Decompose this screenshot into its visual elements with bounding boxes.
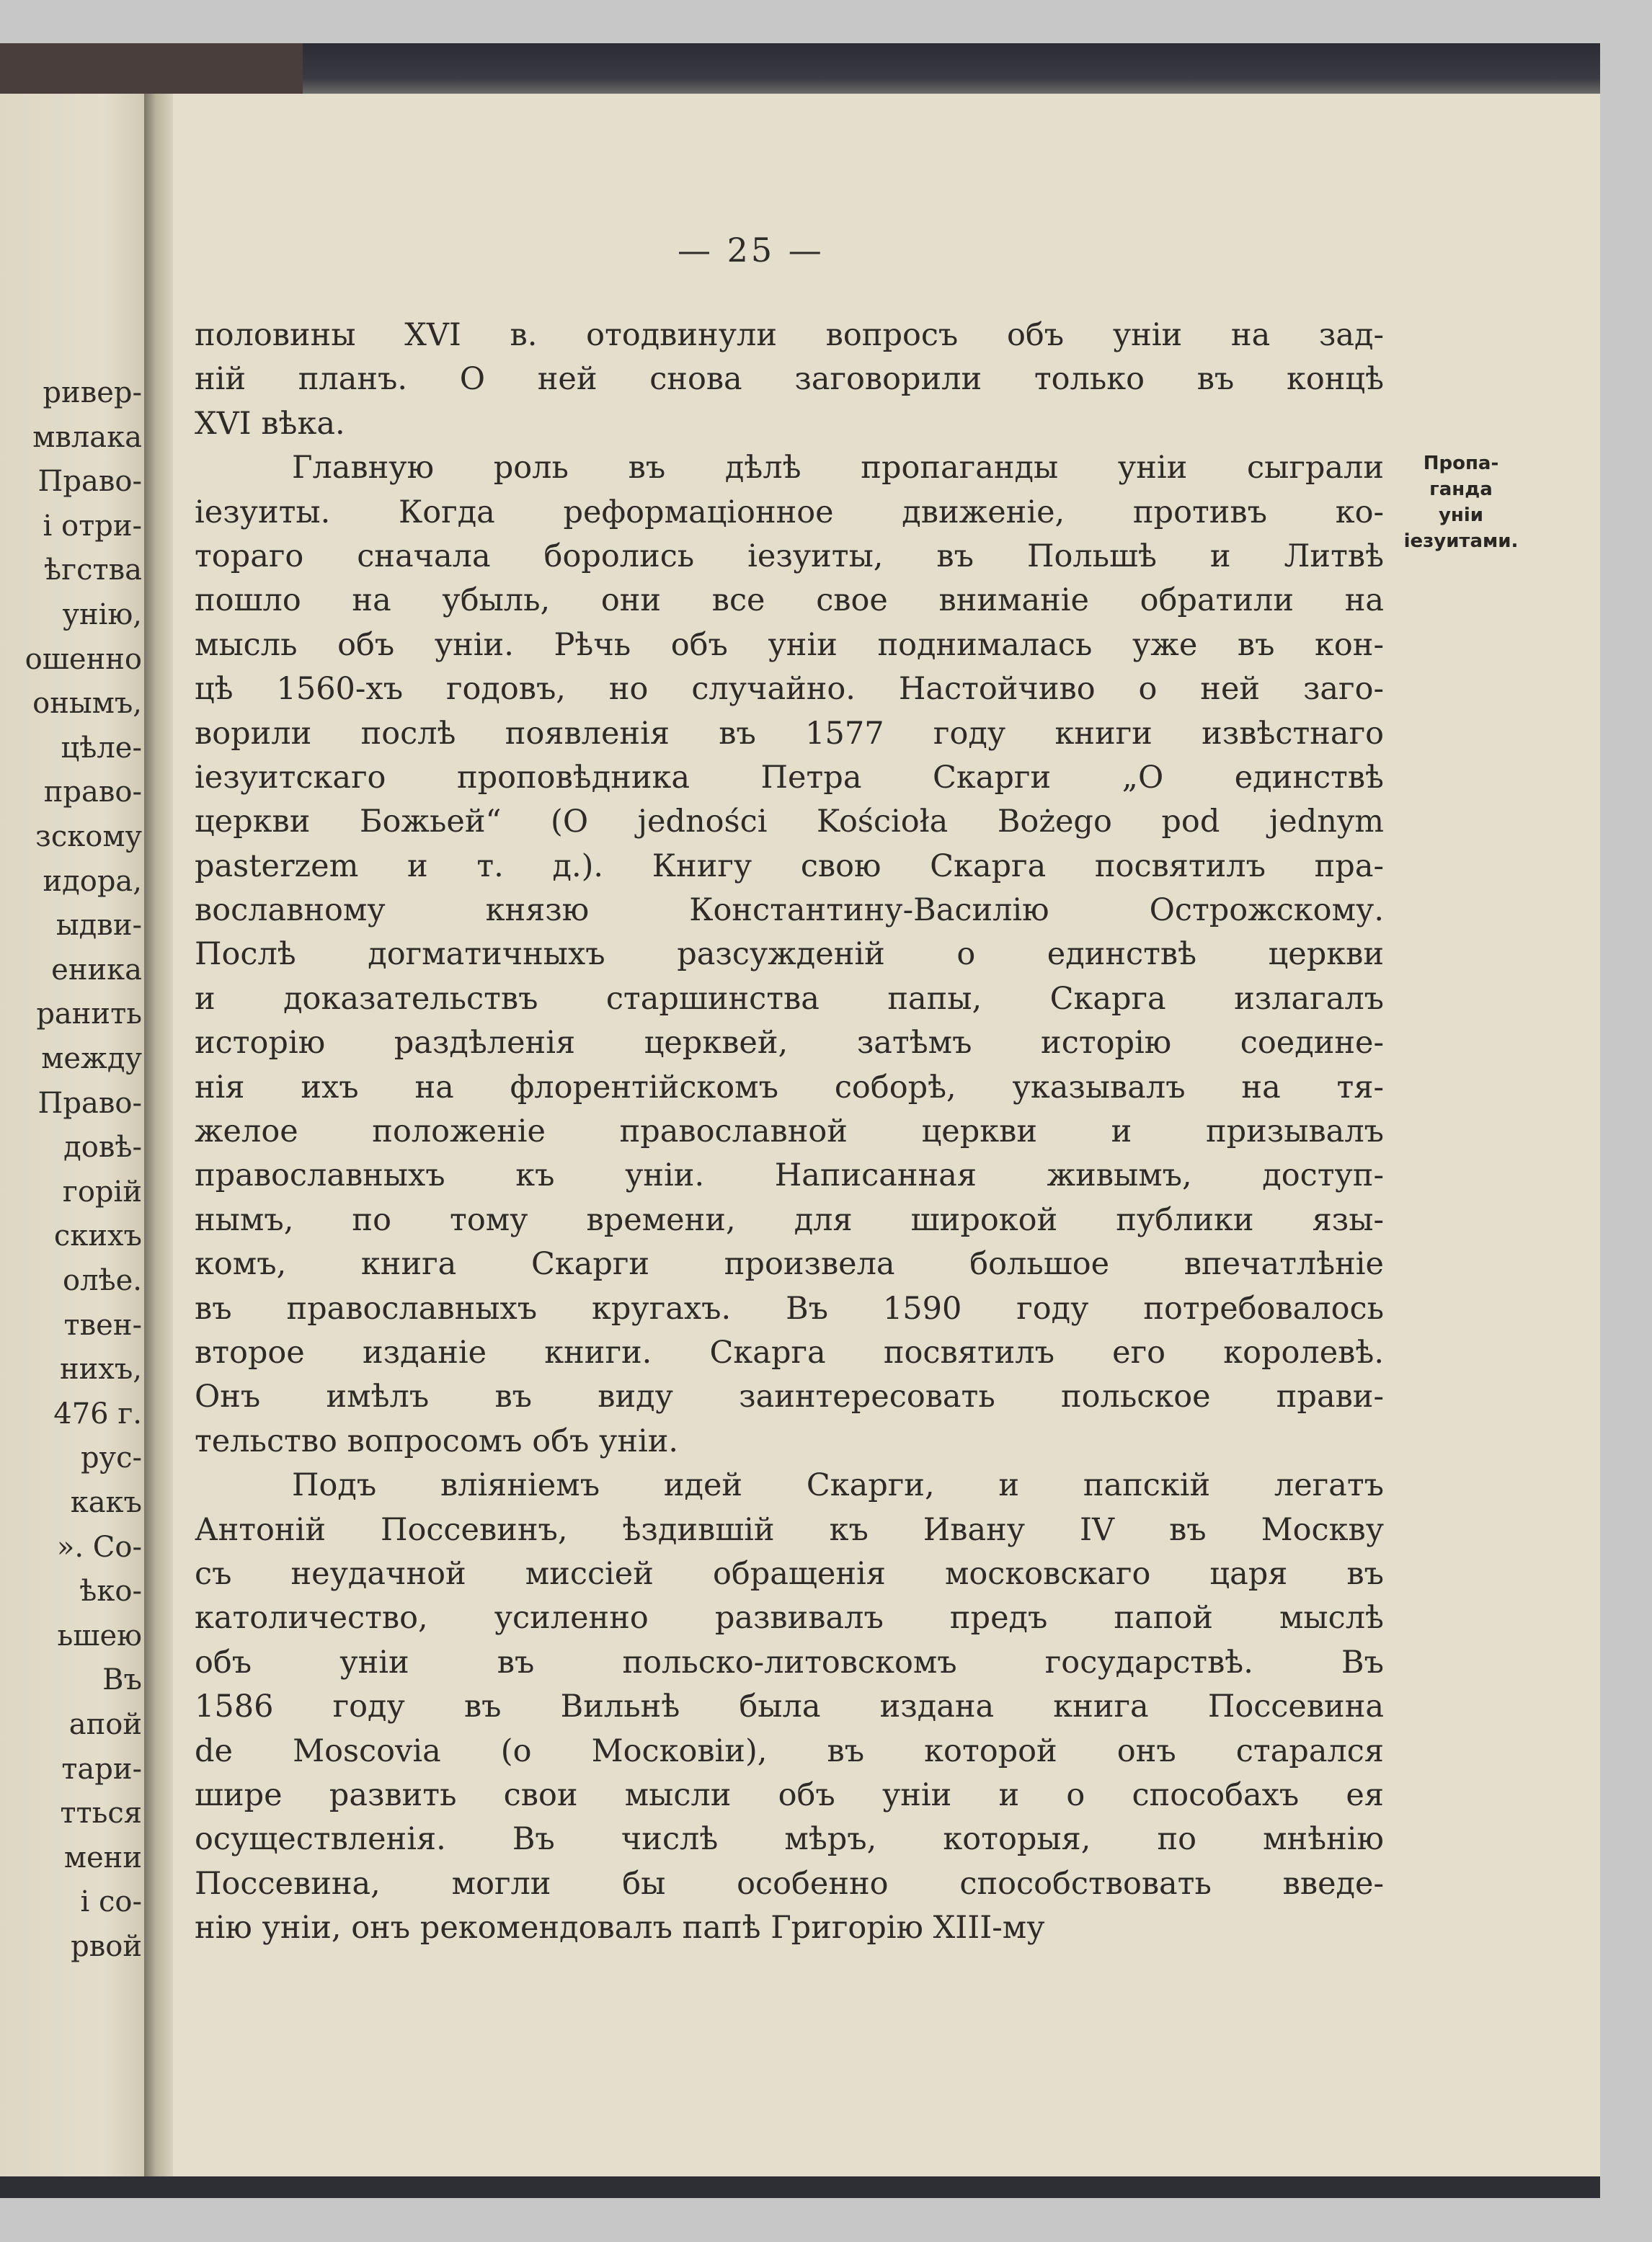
text-line: пошло на убыль, они все свое вниманіе обратили на: [195, 582, 1384, 619]
text-line: второе изданіе книги. Скарга посвятилъ его королевѣ.: [195, 1334, 1384, 1371]
left-page-fragment: ранить: [36, 997, 142, 1031]
book-top-edge-left: [0, 43, 303, 101]
text-line: исторію раздѣленія церквей, затѣмъ исторію соедине-: [195, 1025, 1384, 1062]
left-page-fragment: цѣле-: [61, 731, 142, 765]
margin-note: [1378, 450, 1544, 554]
left-page-fragment: какъ: [70, 1486, 142, 1519]
left-page-fragment: зскому: [35, 820, 142, 853]
left-page-fragment: мвлака: [32, 420, 142, 454]
left-page-fragment: Право-: [37, 1086, 142, 1120]
text-line: желое положеніе православной церкви и призывалъ: [195, 1113, 1384, 1150]
text-line: объ уніи въ польско-литовскомъ государствѣ. Въ: [195, 1644, 1384, 1681]
text-line: церкви Божьей“ (O jedności Kościoła Bożego pod jednym: [195, 804, 1384, 840]
left-page-fragment: между: [41, 1042, 142, 1075]
left-page-fragment: мени: [63, 1841, 142, 1874]
text-line: ворили послѣ появленія въ 1577 году книги извѣстнаго: [195, 715, 1384, 752]
left-page-fragment: онымъ,: [32, 687, 142, 721]
text-line: половины XVI в. отодвинули вопросъ объ уніи на зад-: [195, 317, 1384, 353]
left-page-fragment: тари-: [61, 1752, 142, 1786]
left-page-fragment: апой: [68, 1708, 142, 1741]
text-line: XVI вѣка.: [195, 405, 345, 442]
text-line: нымъ, по тому времени, для широкой публики язы-: [195, 1201, 1384, 1238]
text-line: Антоній Поссевинъ, ѣздившій къ Ивану IV въ Москву: [195, 1511, 1384, 1548]
text-line: Главную роль въ дѣлѣ пропаганды уніи сыграли: [292, 450, 1384, 486]
left-page-fragment: і отри-: [43, 509, 142, 543]
margin-note-line: Пропа-: [1423, 453, 1499, 474]
left-page-fragment: ». Со-: [56, 1530, 142, 1564]
text-line: pasterzem и т. д.). Книгу свою Скарга посвятилъ пра-: [195, 848, 1384, 884]
left-page-fragment: ѣгства: [44, 553, 142, 587]
margin-note-line: ганда: [1429, 479, 1493, 500]
text-line: ній планъ. О ней снова заговорили только въ концѣ: [195, 361, 1384, 398]
book-bottom-edge: [0, 2176, 1600, 2198]
left-page-fragment: скихъ: [53, 1219, 142, 1253]
text-line: іезуитскаго проповѣдника Петра Скарги „О единствѣ: [195, 759, 1384, 796]
text-line: Поссевина, могли бы особенно способствовать введе-: [195, 1865, 1384, 1902]
text-line: Послѣ догматичныхъ разсужденій о единствѣ церкви: [195, 936, 1384, 973]
text-line: съ неудачной миссіей обращенія московскаго царя въ: [195, 1555, 1384, 1592]
left-page-fragment: твен-: [63, 1308, 142, 1342]
text-line: православныхъ къ уніи. Написанная живымъ, доступ-: [195, 1157, 1384, 1194]
left-page: [0, 94, 148, 2176]
left-page-fragment: тться: [60, 1797, 142, 1830]
text-line: Подъ вліяніемъ идей Скарги, и папскій легатъ: [292, 1467, 1384, 1504]
left-page-fragment: ривер-: [43, 376, 142, 409]
text-line: Онъ имѣлъ въ виду заинтересовать польское прави-: [195, 1379, 1384, 1415]
left-page-fragment: довѣ-: [63, 1131, 142, 1165]
text-line: 1586 году въ Вильнѣ была издана книга Поссевина: [195, 1689, 1384, 1725]
left-page-fragment: право-: [43, 775, 142, 809]
text-line: въ православныхъ кругахъ. Въ 1590 году потребовалось: [195, 1290, 1384, 1327]
left-page-fragment: идора,: [43, 864, 142, 898]
left-page-fragment: 476 г.: [53, 1397, 142, 1431]
text-line: тораго сначала боролись іезуиты, въ Польшѣ и Литвѣ: [195, 538, 1384, 574]
page-number: — 25 —: [678, 231, 825, 270]
main-text: [195, 313, 1384, 1950]
left-page-fragment: рвой: [71, 1930, 142, 1963]
left-page-fragment: унію,: [62, 598, 142, 631]
left-page-fragment: горій: [62, 1175, 142, 1209]
book-gutter: [144, 94, 173, 2176]
left-page-fragment: ыдви-: [55, 909, 142, 943]
left-page-fragment: олѣе.: [63, 1264, 142, 1297]
left-page-fragment: Право-: [37, 465, 142, 499]
left-page-fragment: і со-: [80, 1885, 142, 1919]
text-line: и доказательствъ старшинства папы, Скарга излагалъ: [195, 980, 1384, 1017]
text-line: мысль объ уніи. Рѣчь объ уніи поднималась уже въ кон-: [195, 626, 1384, 663]
text-line: нію уніи, онъ рекомендовалъ папѣ Григорію XIII-му: [195, 1910, 1045, 1947]
left-page-fragment: нихъ,: [59, 1353, 142, 1387]
left-page-fragment: ошенно: [25, 642, 142, 676]
text-line: нія ихъ на флорентійскомъ соборѣ, указывалъ на тя-: [195, 1069, 1384, 1106]
text-line: цѣ 1560-хъ годовъ, но случайно. Настойчиво о ней заго-: [195, 671, 1384, 708]
left-page-fragment: ѣко-: [79, 1575, 142, 1609]
left-page-fragment: ьшею: [57, 1619, 142, 1652]
left-page-fragment: еника: [51, 953, 142, 987]
text-line: іезуиты. Когда реформаціонное движеніе, противъ ко-: [195, 494, 1384, 530]
text-line: тельство вопросомъ объ уніи.: [195, 1423, 679, 1459]
left-page-fragment: Въ: [102, 1663, 142, 1697]
left-page-fragment: рус-: [80, 1441, 142, 1475]
margin-note-line: уніи: [1438, 504, 1484, 526]
text-line: de Moscovia (о Московіи), въ которой онъ старался: [195, 1732, 1384, 1769]
text-line: осуществленія. Въ числѣ мѣръ, которыя, по мнѣнію: [195, 1821, 1384, 1858]
text-line: шире развить свои мысли объ уніи и о способахъ ея: [195, 1776, 1384, 1813]
text-line: католичество, усиленно развивалъ предъ папой мыслѣ: [195, 1600, 1384, 1637]
text-line: вославному князю Константину-Василію Острожскому.: [195, 892, 1384, 929]
margin-note-line: іезуитами.: [1403, 530, 1519, 552]
text-line: комъ, книга Скарги произвела большое впечатлѣніе: [195, 1246, 1384, 1283]
